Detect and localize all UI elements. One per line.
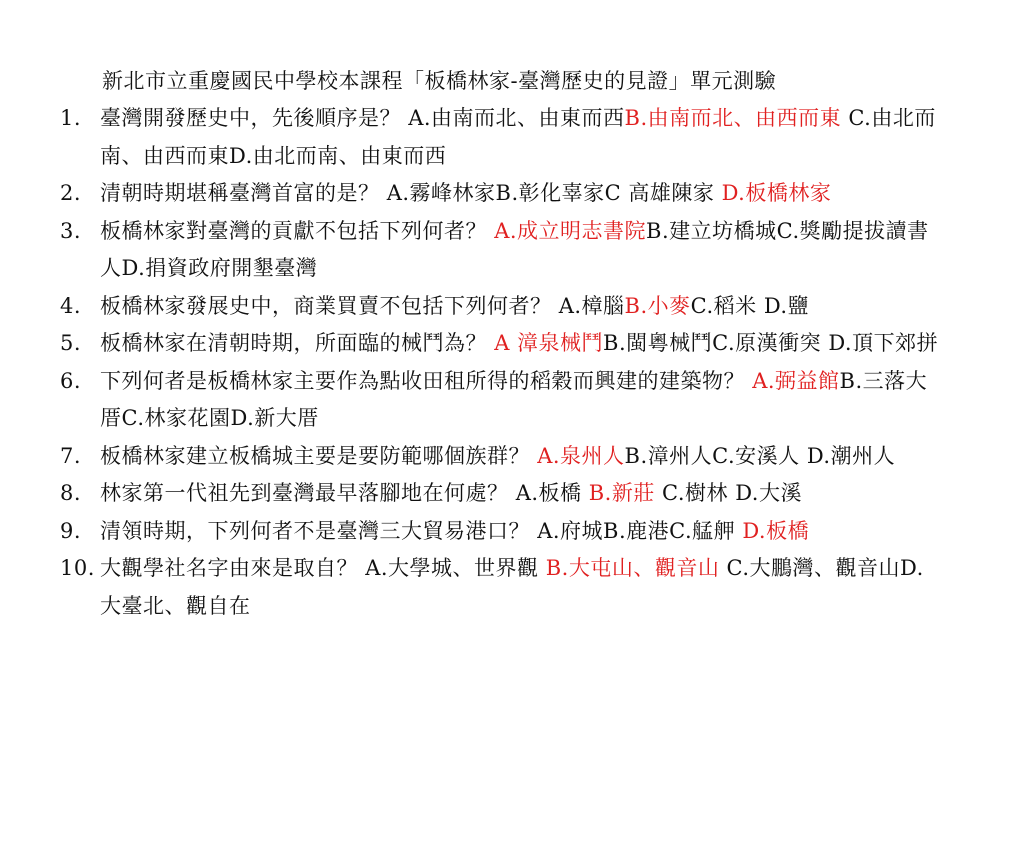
- option-d: D.大臺北、觀自在: [100, 556, 924, 618]
- option-a: A.由南而北、由東而西: [408, 106, 625, 130]
- option-a-answer: A 漳泉械鬥: [494, 331, 604, 355]
- question-item: [60, 325, 940, 363]
- option-d: D.大溪: [735, 481, 802, 505]
- option-b-answer: B.新莊: [588, 481, 655, 505]
- question-item: [60, 550, 940, 625]
- question-item: [60, 213, 940, 288]
- page-title: 新北市立重慶國民中學校本課程「板橋林家-臺灣歷史的見證」單元測驗: [102, 69, 777, 93]
- question-number: 3.: [60, 218, 82, 243]
- question-number: 10.: [60, 556, 95, 580]
- option-a: A.樟腦: [558, 293, 625, 318]
- question-stem: 臺灣開發歷史中，先後順序是？: [100, 106, 409, 130]
- question-stem: 大觀學社名字由來是取自？: [100, 556, 366, 580]
- option-b: B.鹿港: [603, 518, 670, 543]
- question-item: [60, 475, 940, 513]
- question-number: 8.: [60, 481, 82, 505]
- question-item: [60, 513, 940, 551]
- question-stem: 板橋林家建立板橋城主要是要防範哪個族群？: [100, 443, 538, 468]
- option-a: A.板橋: [515, 481, 582, 505]
- option-d: D.潮州人: [806, 443, 896, 468]
- question-stem: 下列何者是板橋林家主要作為點收田租所得的稻穀而興建的建築物？: [100, 368, 753, 393]
- option-d: D.新大厝: [230, 406, 319, 430]
- question-list: [60, 100, 940, 625]
- question-number: 6.: [60, 368, 82, 393]
- option-c: C.艋舺: [669, 518, 736, 543]
- question-number: 7.: [60, 443, 82, 468]
- option-c: C.獎勵提拔讀書人: [100, 218, 929, 280]
- option-c: C 高雄陳家: [604, 181, 715, 205]
- option-a: A.霧峰林家: [386, 181, 496, 205]
- option-b-answer: B.由南而北、由西而東: [624, 106, 842, 130]
- option-a-answer: A.弼益館: [752, 368, 840, 393]
- option-d: D.捐資政府開墾臺灣: [121, 256, 318, 280]
- question-number: 9.: [60, 518, 82, 543]
- option-b: B.閩粵械鬥: [603, 331, 713, 355]
- question-item: [60, 363, 940, 438]
- option-d-answer: D.板橋: [742, 518, 810, 543]
- option-a: A.府城: [537, 518, 604, 543]
- question-number: 5.: [60, 331, 82, 355]
- option-b-answer: B.小麥: [624, 293, 691, 318]
- question-stem: 林家第一代祖先到臺灣最早落腳地在何處？: [100, 481, 516, 505]
- option-d: D.由北而南、由東而西: [229, 143, 447, 168]
- option-c: C.樹林: [662, 481, 729, 505]
- option-b-answer: B.大屯山、觀音山: [545, 556, 720, 580]
- question-stem: 清朝時期堪稱臺灣首富的是？: [100, 181, 387, 205]
- option-a: A.大學城、世界觀: [365, 556, 539, 580]
- option-b: B.彰化辜家: [495, 181, 605, 205]
- question-number: 4.: [60, 293, 82, 318]
- option-c: C.由北而南、由西而東: [100, 106, 936, 168]
- question-stem: 板橋林家對臺灣的貢獻不包括下列何者？: [100, 218, 495, 243]
- question-stem: 板橋林家在清朝時期，所面臨的械鬥為？: [100, 331, 495, 355]
- question-stem: 板橋林家發展史中，商業買賣不包括下列何者？: [100, 293, 559, 318]
- question-number: 1.: [60, 106, 82, 130]
- option-d-answer: D.板橋林家: [721, 181, 832, 205]
- option-b: B.建立坊橋城: [646, 218, 777, 243]
- option-d: D.頂下郊拼: [828, 331, 939, 355]
- option-a-answer: A.成立明志書院: [494, 218, 647, 243]
- option-c: C.稻米: [690, 293, 757, 318]
- question-item: [60, 288, 940, 326]
- option-c: C.安溪人: [712, 443, 800, 468]
- question-item: [60, 438, 940, 476]
- question-item: [60, 175, 940, 213]
- option-c: C.大鵬灣、觀音山: [726, 556, 901, 580]
- question-stem: 清領時期，下列何者不是臺灣三大貿易港口？: [100, 518, 538, 543]
- option-b: B.三落大厝: [100, 368, 928, 430]
- option-d: D.鹽: [763, 293, 810, 318]
- option-a-answer: A.泉州人: [537, 443, 625, 468]
- option-b: B.漳州人: [624, 443, 713, 468]
- option-c: C.林家花園: [121, 406, 231, 430]
- option-c: C.原漢衝突: [712, 331, 822, 355]
- question-item: [60, 100, 940, 175]
- question-number: 2.: [60, 181, 82, 205]
